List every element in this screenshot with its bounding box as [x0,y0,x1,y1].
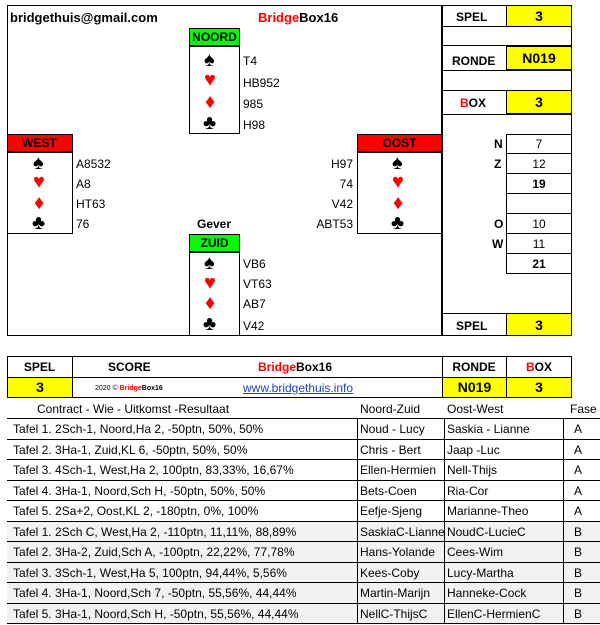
cell-nz: Kees-Coby [360,565,420,580]
cell-nz: Bets-Coen [360,483,417,498]
cell-contract: Tafel 3. 4Sch-1, West,Ha 2, 100ptn, 83,33%, 16,67% [13,463,294,477]
cell-fase: B [573,545,582,559]
hcp-z-value: 12 [532,157,546,171]
cell-ow: Jaap -Luc [447,442,500,457]
results-rows [7,419,600,624]
ronde-value: N019 [506,46,572,70]
col-header-contract: Contract - Wie - Uitkomst -Resultaat [37,402,230,416]
cell-divider [444,460,445,480]
noord-clubs: H98 [243,118,266,132]
cell-divider [357,501,358,521]
table-row [7,419,600,440]
cell-contract: Tafel 1. 2Sch C, West,Ha 2, -110ptn, 11,11%, 88,89% [13,524,297,539]
hcp-w-label: W [492,237,504,251]
cell-divider [444,481,445,501]
oost-label: OOST [357,134,442,152]
box-label: BOX [460,96,487,110]
club-icon: ♣ [203,112,217,134]
cell-divider [357,419,358,439]
cell-nz: Ellen-Hermien [360,463,437,477]
zuid-diamonds: AB7 [243,297,266,311]
west-label: WEST [7,134,73,152]
west-spades: A8532 [76,157,111,171]
cell-divider [444,501,445,521]
cell-contract: Tafel 2. 3Ha-2, Zuid,Sch A, -100ptn, 22,22%, 77,78% [13,545,295,559]
cell-fase: B [573,524,582,539]
cell-nz: Chris - Bert [360,442,421,457]
website-link[interactable]: www.bridgethuis.info [243,381,354,395]
hcp-w-value: 11 [532,237,546,251]
score-box-label: BOX [525,360,552,374]
club-icon: ♣ [32,212,46,234]
divider [506,253,572,254]
oost-spades: H97 [330,157,353,171]
noord-label: NOORD [189,28,240,46]
cell-fase: A [573,463,582,477]
cell-fase: A [573,504,582,518]
diamond-icon: ♦ [205,91,216,113]
cell-ow: Cees-Wim [447,545,503,559]
divider [506,193,572,194]
heart-icon: ♥ [392,171,404,193]
cell-fase: A [573,442,582,457]
cell-divider [357,563,358,583]
cell-ow: NoudC-LucieC [447,524,526,539]
table-row [7,542,600,563]
spade-icon: ♠ [204,252,215,274]
west-hearts: A8 [76,177,91,191]
cell-fase: B [573,606,582,621]
ronde-label: RONDE [452,54,496,68]
cell-ow: EllenC-HermienC [447,606,541,621]
cell-ow: Saskia - Lianne [447,422,530,436]
table-row [7,604,600,625]
cell-ow: Ria-Cor [447,483,489,498]
divider [506,153,572,154]
cell-nz: Eefje-Sjeng [360,504,423,518]
divider [442,114,572,115]
heart-icon: ♥ [204,69,216,91]
noord-hearts: HB952 [243,76,280,90]
col-header-fase: Fase [570,402,597,416]
club-icon: ♣ [203,313,217,335]
cell-ow: Nell-Thijs [447,463,498,477]
cell-nz: Martin-Marijn [360,586,431,600]
results-table [7,398,600,624]
cell-nz: SaskiaC-Lianne [360,524,445,539]
spel-label-bottom: SPEL [456,319,488,333]
score-ronde-value: N019 [443,378,506,397]
cell-divider [357,460,358,480]
cell-nz: NellC-ThijsC [360,606,428,621]
club-icon: ♣ [391,212,405,234]
divider [442,70,572,71]
cell-fase: B [573,586,582,600]
cell-contract: Tafel 2. 3Ha-1, Zuid,KL 6, -50ptn, 50%, 50% [13,442,248,457]
cell-divider [444,542,445,562]
table-row [7,440,600,461]
spel-label: SPEL [456,10,488,24]
table-row [7,583,600,604]
cell-contract: Tafel 3. 3Sch-1, West,Ha 5, 100ptn, 94,44%, 5,56% [13,565,287,580]
noord-diamonds: 985 [243,97,264,111]
hcp-o-value: 10 [532,217,546,231]
cell-ow: Marianne-Theo [447,504,529,518]
cell-divider [444,440,445,460]
diamond-icon: ♦ [393,192,404,214]
heart-icon: ♥ [204,272,216,294]
score-ronde-label: RONDE [452,360,496,374]
brand-title: BridgeBox16 [258,10,339,25]
hcp-n-value: 7 [535,137,543,151]
west-clubs: 76 [76,217,90,231]
divider [506,213,572,214]
table-row [7,481,600,502]
box-value: 3 [506,90,572,114]
score-box-value: 3 [507,378,571,397]
cell-contract: Tafel 5. 3Ha-1, Noord,Sch H, -50ptn, 55,56%, 44,44% [13,606,299,621]
spel-value: 3 [506,5,572,27]
email: bridgethuis@gmail.com [10,10,158,25]
cell-ow: Hanneke-Cock [447,586,527,600]
table-row [7,522,600,543]
noord-spades: T4 [243,54,258,68]
hcp-o-label: O [494,217,504,231]
score-brand: BridgeBox16 [258,360,333,374]
cell-fase: A [573,483,582,498]
cell-divider [357,481,358,501]
table-row [7,563,600,584]
cell-divider [444,419,445,439]
zuid-spades: VB6 [243,257,266,271]
diamond-icon: ♦ [205,292,216,314]
dealer-label: Gever [197,217,232,231]
oost-diamonds: V42 [331,197,353,211]
cell-fase: B [573,565,582,580]
hcp-n-label: N [494,137,503,151]
west-diamonds: HT63 [76,197,106,211]
hcp-nz-total: 19 [532,177,546,191]
divider [506,173,572,174]
table-row [7,460,600,481]
score-label: SCORE [108,360,151,374]
cell-contract: Tafel 5. 2Sa+2, Oost,KL 2, -180ptn, 0%, 100% [13,504,259,518]
cell-divider [444,563,445,583]
cell-contract: Tafel 4. 3Ha-1, Noord,Sch 7, -50ptn, 55,56%, 44,44% [13,586,297,600]
score-spel-value: 3 [8,378,72,397]
hcp-ow-total: 21 [532,257,546,271]
cell-contract: Tafel 4. 3Ha-1, Noord,Sch H, -50ptn, 50%, 50% [13,483,266,498]
table-row [7,501,600,522]
zuid-clubs: V42 [243,319,265,333]
col-header-ow: Oost-West [447,402,504,416]
cell-divider [357,542,358,562]
spade-icon: ♠ [204,49,215,71]
zuid-label: ZUID [189,234,240,252]
spade-icon: ♠ [392,152,403,174]
cell-divider [444,604,445,624]
cell-nz: Hans-Yolande [360,545,435,559]
cell-divider [357,583,358,603]
zuid-hearts: VT63 [243,277,272,291]
cell-nz: Noud - Lucy [360,422,425,436]
divider [506,233,572,234]
col-header-nz: Noord-Zuid [360,402,421,416]
cell-divider [357,440,358,460]
oost-hearts: 74 [339,177,353,191]
cell-divider [357,522,358,542]
spel-value-bottom: 3 [506,313,572,336]
copyright: 2020 © BridgeBox16 [95,385,163,392]
heart-icon: ♥ [33,171,45,193]
diamond-icon: ♦ [34,192,45,214]
hcp-z-label: Z [494,157,502,171]
cell-contract: Tafel 1. 2Sch-1, Noord,Ha 2, -50ptn, 50%, 50% [13,422,264,436]
oost-clubs: ABT53 [316,217,353,231]
spade-icon: ♠ [33,152,44,174]
cell-divider [357,604,358,624]
cell-divider [444,583,445,603]
cell-ow: Lucy-Martha [447,565,514,580]
cell-fase: A [573,422,582,436]
score-spel-label: SPEL [23,360,56,374]
divider [72,356,73,398]
divider [442,26,572,27]
